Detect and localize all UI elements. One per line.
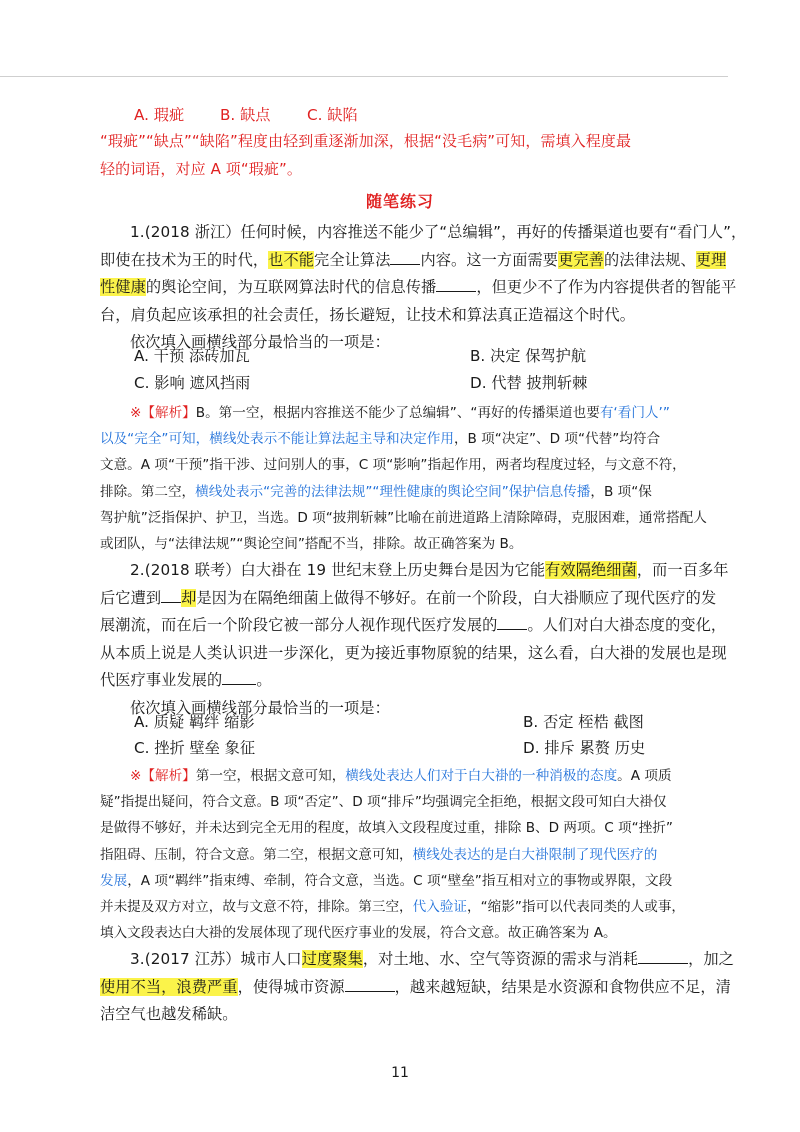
question-1 [100,219,747,357]
q1-line-2 [100,247,728,275]
q1-expl-label: ※【解析】 [130,405,196,421]
q1-expl-line-5: 驾护航”泛指保护、护卫，当选。D 项“披荆斩棘”比喻在前进道路上清除障碍，克服困难，通常搭配人 [100,509,707,526]
q3-line-2 [100,974,731,1002]
q2-explanation [100,763,728,946]
header-rule [0,76,728,77]
q2-expl-line-7: 填入文段表达白大褂的发展体现了现代医疗事业的发展，符合文意。故正确答案为 A。 [100,925,617,942]
header-option-b: B. 缺点 [220,106,271,124]
q2-expl-text: ，A 项“羁绊”指束缚、牵制，符合文意，当选。C 项“壁垒”指互相对立的事物或界限，文段 [127,872,673,889]
q2-text: 。人们对白大褂态度的变化， [527,616,727,634]
q1-option-a[interactable]: A. 干预 添砖加瓦 [134,347,250,365]
q3-highlight: 使用不当，浪费严重 [100,977,238,996]
q3-text: ，加之 [688,950,734,968]
q1-text: ，但更少不了作为内容提供者的智能平 [476,278,737,296]
q3-text: 3.(2017 江苏）城市人口 [130,950,302,968]
q1-prompt: 依次填入画横线部分最恰当的一项是： [130,333,390,351]
q2-option-d[interactable]: D. 排斥 累赘 历史 [523,739,646,757]
q2-expl-key: 横线处表达的是白大褂限制了现代医疗的 [412,846,658,863]
header-explanation-line-1: “瑕疵”“缺点”“缺陷”程度由轻到重逐渐加深，根据“没毛病”可知，需填入程度最 [100,132,632,150]
q2-expl-text: ，“缩影”指可以代表同类的人或事， [467,899,686,916]
header-option-c: C. 缺陷 [307,106,358,124]
q1-highlight: 更理 [695,250,727,269]
q1-expl-line-4 [100,479,728,505]
q3-highlight: 过度聚集 [301,950,363,968]
q2-option-a[interactable]: A. 质疑 羁绊 缩影 [134,713,255,731]
q1-highlight: 更完善 [558,250,604,269]
q1-expl-line-2 [100,426,728,452]
q1-option-c[interactable]: C. 影响 遮风挡雨 [134,374,251,392]
q2-expl-line-1 [100,763,728,789]
q3-blank-2 [345,977,395,992]
q2-expl-text: 第一空，根据文意可知， [195,768,346,784]
q1-text: 的法律法规、 [603,250,696,269]
q2-option-c[interactable]: C. 挫折 壁垒 象征 [134,739,256,757]
q3-line-3: 洁空气也越发稀缺。 [100,1005,238,1023]
q1-line-3 [100,274,737,302]
q2-expl-text: 并未提及双方对立，故与文意不符，排除。第三空， [100,899,413,916]
q2-text: ，而一百多年 [636,561,729,579]
q2-line-4: 从本质上说是人类认识进一步深化，更为接近事物原貌的结果，这么看，白大褂的发展也是现 [100,643,727,662]
question-3 [100,946,734,1029]
q2-text: 后它遭到 [100,588,162,607]
q1-line-1: 1.(2018 浙江）任何时候，内容推送不能少了“总编辑”，再好的传播渠道也要有“看门人”， [130,223,747,241]
q2-expl-line-6 [100,894,728,920]
q1-highlight: 也不能 [268,250,315,269]
q3-text: ，使得城市资源 [237,977,345,996]
q2-text: 是因为在隔绝细菌上做得不够好。在前一个阶段，白大褂顺应了现代医疗的发 [196,588,717,607]
q2-blank-1 [161,588,181,603]
q1-expl-text: ，B 项“决定”、D 项“代替”均符合 [453,431,661,448]
q2-expl-key: 横线处表达人们对于白大褂的一种消极的态度 [345,768,618,784]
q1-expl-text: 排除。第二空， [100,483,196,500]
q2-expl-line-5 [100,868,728,894]
q3-line-1 [100,946,734,974]
q2-expl-line-2: 疑”指提出疑问，符合文意。B 项“否定”、D 项“排斥”均强调完全拒绝，根据文段可知白大褂仅 [100,794,667,811]
q1-expl-key: 横线处表示“完善的法律法规”“理性健康的舆论空间”保护信息传播 [195,483,591,500]
q2-line-2 [100,585,728,613]
q2-prompt: 依次填入画横线部分最恰当的一项是： [130,698,390,717]
q1-option-d[interactable]: D. 代替 披荆斩棘 [470,374,588,392]
section-title: 随笔练习 [365,192,434,211]
q2-expl-text: 。A 项质 [617,768,672,784]
q2-text: 。 [256,671,272,689]
q2-expl-label: ※【解析】 [130,768,196,784]
q2-line-1 [100,557,728,585]
q3-text: ，对土地、水、空气等资源的需求与消耗 [362,950,639,968]
q1-option-b[interactable]: B. 决定 保驾护航 [470,347,587,365]
q1-line-4: 台，肩负起应该承担的社会责任，扬长避短，让技术和算法真正造福这个时代。 [100,305,636,324]
header-explanation-line-2: 轻的词语，对应 A 项“瑕疵”。 [100,159,302,178]
q2-expl-key: 发展 [100,872,128,889]
q1-blank-1 [390,250,420,265]
page-number: 11 [391,1065,409,1081]
q1-text: 完全让算法 [314,250,391,269]
header-explanation [100,128,728,183]
q1-expl-text: ，B 项“保 [590,483,652,500]
q1-highlight: 性健康 [100,278,146,296]
q3-text: ，越来越短缺，结果是水资源和食物供应不足，清 [394,977,731,996]
q2-expl-line-4 [100,842,728,868]
q2-expl-key: 代入验证 [412,899,468,916]
header-option-a: A. 瑕疵 [134,106,185,124]
q2-highlight: 有效隔绝细菌 [545,561,637,579]
q1-expl-text: B。第一空，根据内容推送不能少了总编辑”、“再好的传播渠道也要 [195,405,600,421]
q1-text: 的舆论空间，为互联网算法时代的信息传播 [145,278,437,296]
q1-text: 即使在技术为王的时代， [100,250,269,269]
q2-text: 2.(2018 联考）白大褂在 19 世纪末登上历史舞台是因为它能 [130,561,546,579]
q2-expl-text: 指阻碍、压制，符合文意。第二空，根据文意可知， [100,846,413,863]
q2-text: 展潮流，而在后一个阶段它被一部分人视作现代医疗发展的 [100,616,498,634]
q1-expl-line-6: 或团队，与“法律法规”“舆论空间”搭配不当，排除。故正确答案为 B。 [100,536,523,553]
q2-highlight: 却 [181,588,197,607]
q2-option-b[interactable]: B. 否定 桎梏 截图 [523,713,644,731]
question-2 [100,557,728,722]
q1-expl-line-3: 文意。A 项“干预”指干涉、过问别人的事，C 项“影响”指起作用，两者均程度过轻，与文意不符， [100,457,686,474]
q2-line-5 [100,667,728,695]
q1-expl-key: 以及“完全”可知，横线处表示不能让算法起主导和决定作用 [100,431,454,448]
q1-expl-line-1 [100,400,728,426]
q2-expl-line-3: 是做得不够好，并未达到完全无用的程度，故填入文段程度过重，排除 B、D 两项。C 项“挫折” [100,820,673,837]
q1-text: 内容。这一方面需要 [420,250,559,269]
q2-blank-2 [497,615,527,630]
q2-text: 代医疗事业发展的 [100,671,223,689]
q1-blank-2 [436,277,476,292]
q2-blank-3 [222,670,256,685]
q2-line-3 [100,612,728,640]
q1-explanation [100,400,728,557]
q1-expl-key: 有‘看门人’” [599,405,670,421]
q3-blank-1 [638,949,688,964]
